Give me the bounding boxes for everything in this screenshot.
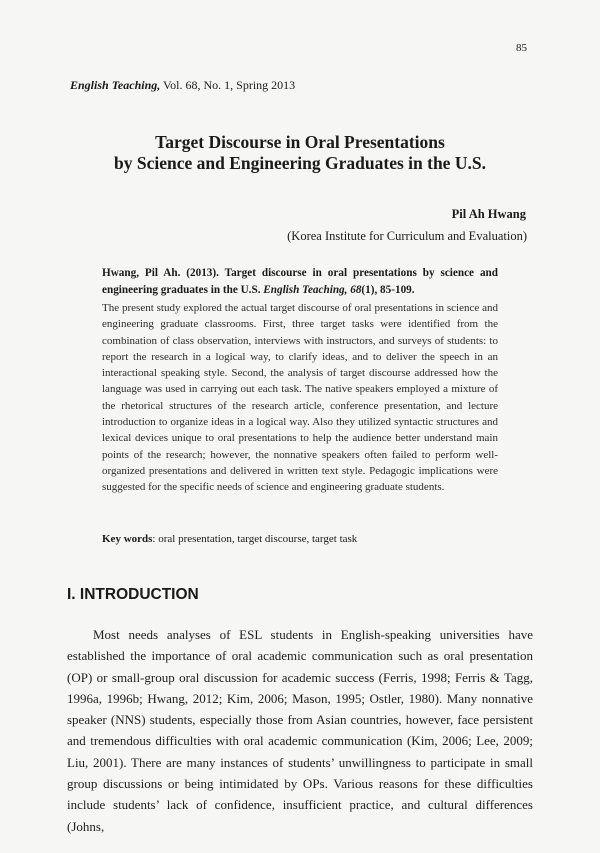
section-heading: I. INTRODUCTION (67, 586, 199, 603)
page-number: 85 (516, 42, 527, 54)
journal-issue: Vol. 68, No. 1, Spring 2013 (160, 78, 296, 92)
paper-title (0, 132, 600, 174)
keywords-value: : oral presentation, target discourse, target task (152, 533, 358, 545)
body-text (67, 624, 533, 837)
title-line-2: by Science and Engineering Graduates in the U.S. (114, 153, 486, 173)
author-affiliation: (Korea Institute for Curriculum and Evaluation) (287, 229, 527, 243)
citation (102, 265, 498, 299)
keywords-label: Key words (102, 533, 153, 545)
citation-journal: English Teaching, 68 (263, 284, 362, 296)
abstract: The present study explored the actual target discourse of oral presentations in science and engineering graduate classrooms. First, three target tasks were identified from the combination of class observation, interviews with instructors, and surveys of students: to report the research in a logical way, to clarify ideas, and to deliver the speech in an interactional speaking style. Second, the analysis of target discourse addressed how the language was used in carrying out each task. The native speakers employed a mixture of the rhetorical structures of the research article, conference presentation, and lecture introduction to organize ideas in a logical way. Also they utilized syntactic structures and lexical devices unique to oral presentations to help the audience better understand main points of the research; however, the nonnative speakers often failed to perform well-organized presentations and delivered in written text style. Pedagogic implications were suggested for the specific needs of science and engineering graduate students. (102, 302, 498, 494)
journal-line (70, 78, 295, 93)
introduction-paragraph: Most needs analyses of ESL students in English-speaking universities have established the importance of oral academic communication such as oral presentation (OP) or small-group oral discussion for academic success (Ferris, 1998; Ferris & Tagg, 1996a, 1996b; Hwang, 2012; Kim, 2006; Mason, 1995; Ostler, 1980). Many nonnative speaker (NNS) students, especially those from Asian countries, however, face persistent and tremendous difficulties with oral academic communication (Kim, 2006; Lee, 2009; Liu, 2001). There are many instances of students’ unwillingness to participate in small group discussions or being intimidated by OPs. Various reasons for these difficulties include students’ lack of confidence, insufficient practice, and cultural differences (Johns, (67, 627, 533, 834)
citation-prefix: Hwang, Pil Ah. (2013). Target discourse in oral presentations by science and engineering graduates in the U.S. (102, 267, 498, 296)
citation-suffix: (1), 85-109. (361, 284, 415, 296)
author-name: Pil Ah Hwang (451, 207, 526, 221)
journal-name: English Teaching, (70, 78, 161, 92)
keywords (102, 533, 498, 545)
title-line-1: Target Discourse in Oral Presentations (155, 132, 445, 152)
